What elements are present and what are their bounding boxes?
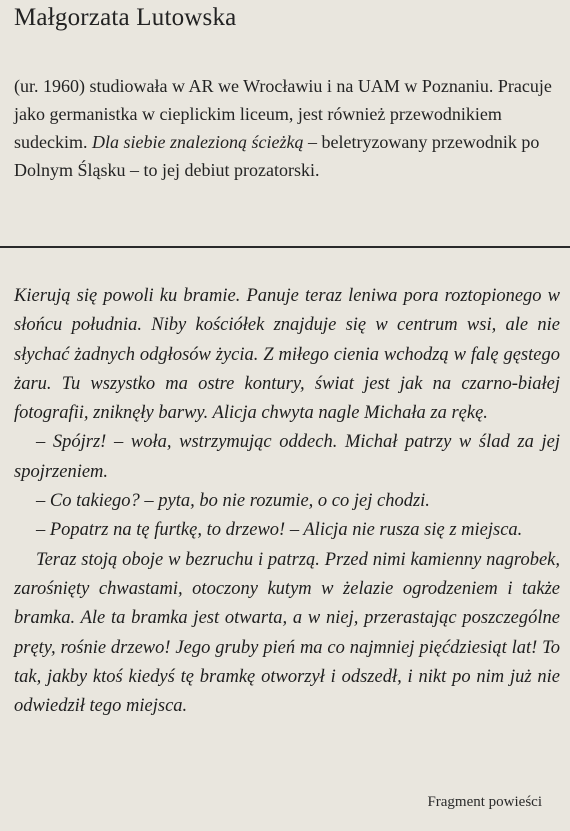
bio-outro: – beletryzowany przewodnik po Dolnym Śląsku – to jej debiut prozatorski. — [14, 132, 540, 180]
excerpt-paragraph: – Popatrz na tę furtkę, to drzewo! – Alicja nie rusza się z miejsca. — [36, 520, 523, 541]
author-name: Małgorzata Lutowska — [14, 4, 237, 31]
author-bio — [14, 72, 554, 184]
section-divider — [0, 246, 570, 248]
bio-intro: (ur. 1960) studiowała w AR we Wrocławiu i na UAM w Poznaniu. Pracuje jako germanistka w cieplickim liceum, jest również przewodnikiem sudeckim. — [14, 76, 552, 152]
novel-excerpt — [14, 282, 560, 721]
book-title: Dla siebie znalezioną ścieżką — [92, 132, 304, 152]
excerpt-caption: Fragment powieści — [427, 794, 542, 810]
excerpt-paragraph: Teraz stoją oboje w bezruchu i patrzą. Przed nimi kamienny nagrobek, zarośnięty chwastami, otoczony kutym w żelazie ogrodzeniem i także bramka. Ale ta bramka jest otwarta, a w niej, przerastając poszczególne pręty, rośnie drzewo! Jego gruby pień ma co najmniej pięćdziesiąt lat! To tak, jakby ktoś kiedyś tę bramkę otworzył i odszedł, i nikt po nim już nie odwiedził tego miejsca. — [14, 549, 560, 717]
excerpt-paragraph: – Spójrz! – woła, wstrzymując oddech. Michał patrzy w ślad za jej spojrzeniem. — [14, 432, 560, 482]
excerpt-paragraph: – Co takiego? – pyta, bo nie rozumie, o co jej chodzi. — [36, 491, 430, 512]
excerpt-paragraph: Kierują się powoli ku bramie. Panuje teraz leniwa pora roztopionego w słońcu południa. Niby kościółek znajduje się w centrum wsi, ale nie słychać żadnych odgłosów życia. Z miłego cienia wchodzą w falę gęstego żaru. Tu wszystko ma ostre kontury, świat jest jak na czarno-białej fotografii, zniknęły barwy. Alicja chwyta nagle Michała za rękę. — [14, 286, 560, 424]
